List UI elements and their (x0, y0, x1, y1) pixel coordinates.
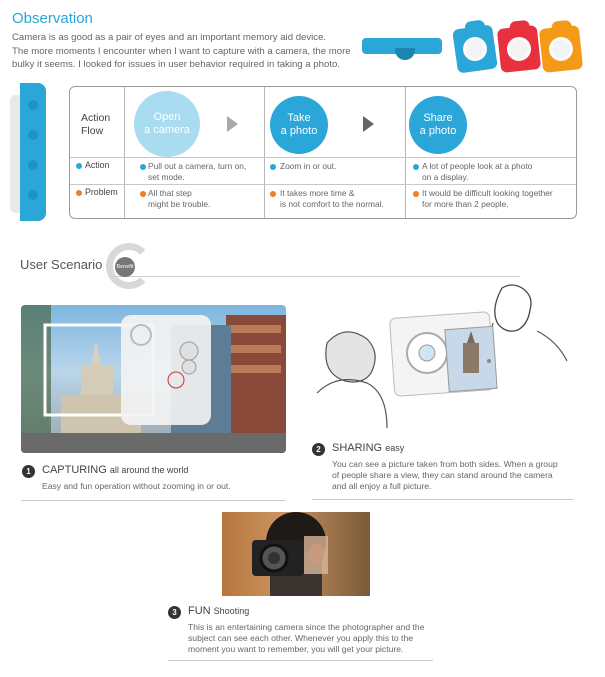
table-divider (70, 184, 576, 185)
scenario-title (332, 442, 404, 454)
woman-with-camera-image (222, 512, 370, 596)
scenario-line: Easy and fun operation without zooming in or out. (42, 481, 231, 491)
scenario-title-main: SHARING (332, 442, 383, 454)
camera-edge-button (28, 190, 38, 200)
scenario-line: of people share a view, they can stand around the camera (332, 470, 553, 480)
capturing-photo (21, 305, 286, 453)
problem-dot-icon (76, 190, 82, 196)
action-dot-icon (76, 163, 82, 169)
header-line: Flow (81, 125, 104, 137)
scenario-line: moment you want to remember, you will get your picture. (188, 644, 404, 654)
cell-line: for more than 2 people. (422, 198, 509, 209)
cell-line: set mode. (148, 171, 185, 182)
header-line: Action (81, 112, 111, 124)
section-divider (110, 276, 520, 277)
cell-line: All that step (148, 188, 192, 198)
scenario-number-badge: 2 (312, 443, 325, 456)
table-divider (264, 87, 265, 218)
user-scenario-title: User Scenario (20, 257, 103, 272)
problem-row-label: Problem (85, 187, 118, 197)
action-flow-header (81, 112, 110, 138)
scenario-number-badge: 3 (168, 606, 181, 619)
cell-line: on a display. (422, 171, 469, 182)
caption-divider (312, 499, 574, 500)
observation-text (12, 31, 357, 72)
step-take-photo-bubble (270, 96, 328, 154)
action-dot-icon (140, 164, 146, 170)
problem-dot-icon (413, 191, 419, 197)
scenario-number-badge: 1 (22, 465, 35, 478)
cell-line: It would be difficult looking together (422, 188, 553, 198)
step-title-line: Open (153, 111, 181, 123)
cell-line: It takes more time & (280, 188, 355, 198)
step-title-line: Take (287, 112, 311, 124)
camera-orange-image (539, 25, 583, 73)
step-title-line: Share (423, 112, 453, 124)
step-title-line: a photo (280, 125, 318, 137)
scenario-description (188, 622, 424, 655)
camera-blue-image (452, 24, 498, 73)
scenario-title-sub: Shooting (213, 606, 250, 616)
cell-line: is not comfort to the normal. (280, 198, 384, 209)
cell-line: A lot of people look at a photo (422, 161, 533, 171)
step-action-text (148, 161, 246, 182)
caption-divider (21, 500, 286, 501)
step-title-line: a camera (144, 124, 190, 136)
cell-line: Zoom in or out. (280, 161, 337, 171)
camera-red-image (497, 25, 541, 73)
observation-line: Camera is as good as a pair of eyes and an important memory aid device. (12, 32, 327, 43)
camera-edge-button (28, 100, 38, 110)
scenario-title-sub: all around the world (109, 465, 189, 475)
observation-line: bulky it seems. I looked for issues in user behavior required in taking a photo. (12, 59, 340, 70)
scenario-title-sub: easy (385, 443, 405, 453)
scenario-line: and all enjoy a full picture. (332, 481, 432, 491)
observation-title: Observation (12, 10, 93, 27)
sharing-illustration (307, 283, 572, 436)
step-problem-text (148, 188, 210, 209)
scenario-line: subject can see each other. Whenever you apply this to the (188, 633, 414, 643)
flow-arrow-icon (227, 116, 238, 132)
cell-line: might be trouble. (148, 198, 211, 209)
benefit-badge: Benefit (115, 257, 135, 277)
step-title-line: a photo (419, 125, 457, 137)
camera-edge-button (28, 130, 38, 140)
step-action-text (280, 161, 336, 172)
problem-dot-icon (140, 191, 146, 197)
fun-shooting-photo (222, 512, 370, 596)
step-problem-text (422, 188, 553, 209)
step-problem-text (280, 188, 384, 209)
scenario-title-main: CAPTURING (42, 464, 107, 476)
city-scene-image (21, 305, 286, 453)
action-row-label: Action (85, 160, 110, 170)
caption-divider (168, 660, 433, 661)
problem-dot-icon (270, 191, 276, 197)
scenario-line: You can see a picture taken from both sides. When a group (332, 459, 558, 469)
table-divider (405, 87, 406, 218)
camera-side-lens (395, 48, 415, 60)
table-divider (70, 157, 576, 158)
scenario-line: This is an entertaining camera since the photographer and the (188, 622, 425, 632)
cell-line: Pull out a camera, turn on, (148, 161, 247, 171)
flow-arrow-icon (363, 116, 374, 132)
scenario-title (42, 464, 188, 476)
action-dot-icon (270, 164, 276, 170)
table-divider (124, 87, 125, 218)
camera-edge-button (28, 160, 38, 170)
step-open-camera-bubble (134, 91, 200, 157)
scenario-title (188, 605, 249, 617)
step-share-photo-bubble (409, 96, 467, 154)
two-people-sketch-image (307, 283, 572, 436)
step-action-text (422, 161, 532, 182)
scenario-description (332, 459, 558, 492)
scenario-title-main: FUN (188, 605, 211, 617)
scenario-description (42, 481, 231, 492)
observation-line: The more moments I encounter when I want to capture with a camera, the more (12, 45, 351, 57)
action-dot-icon (413, 164, 419, 170)
